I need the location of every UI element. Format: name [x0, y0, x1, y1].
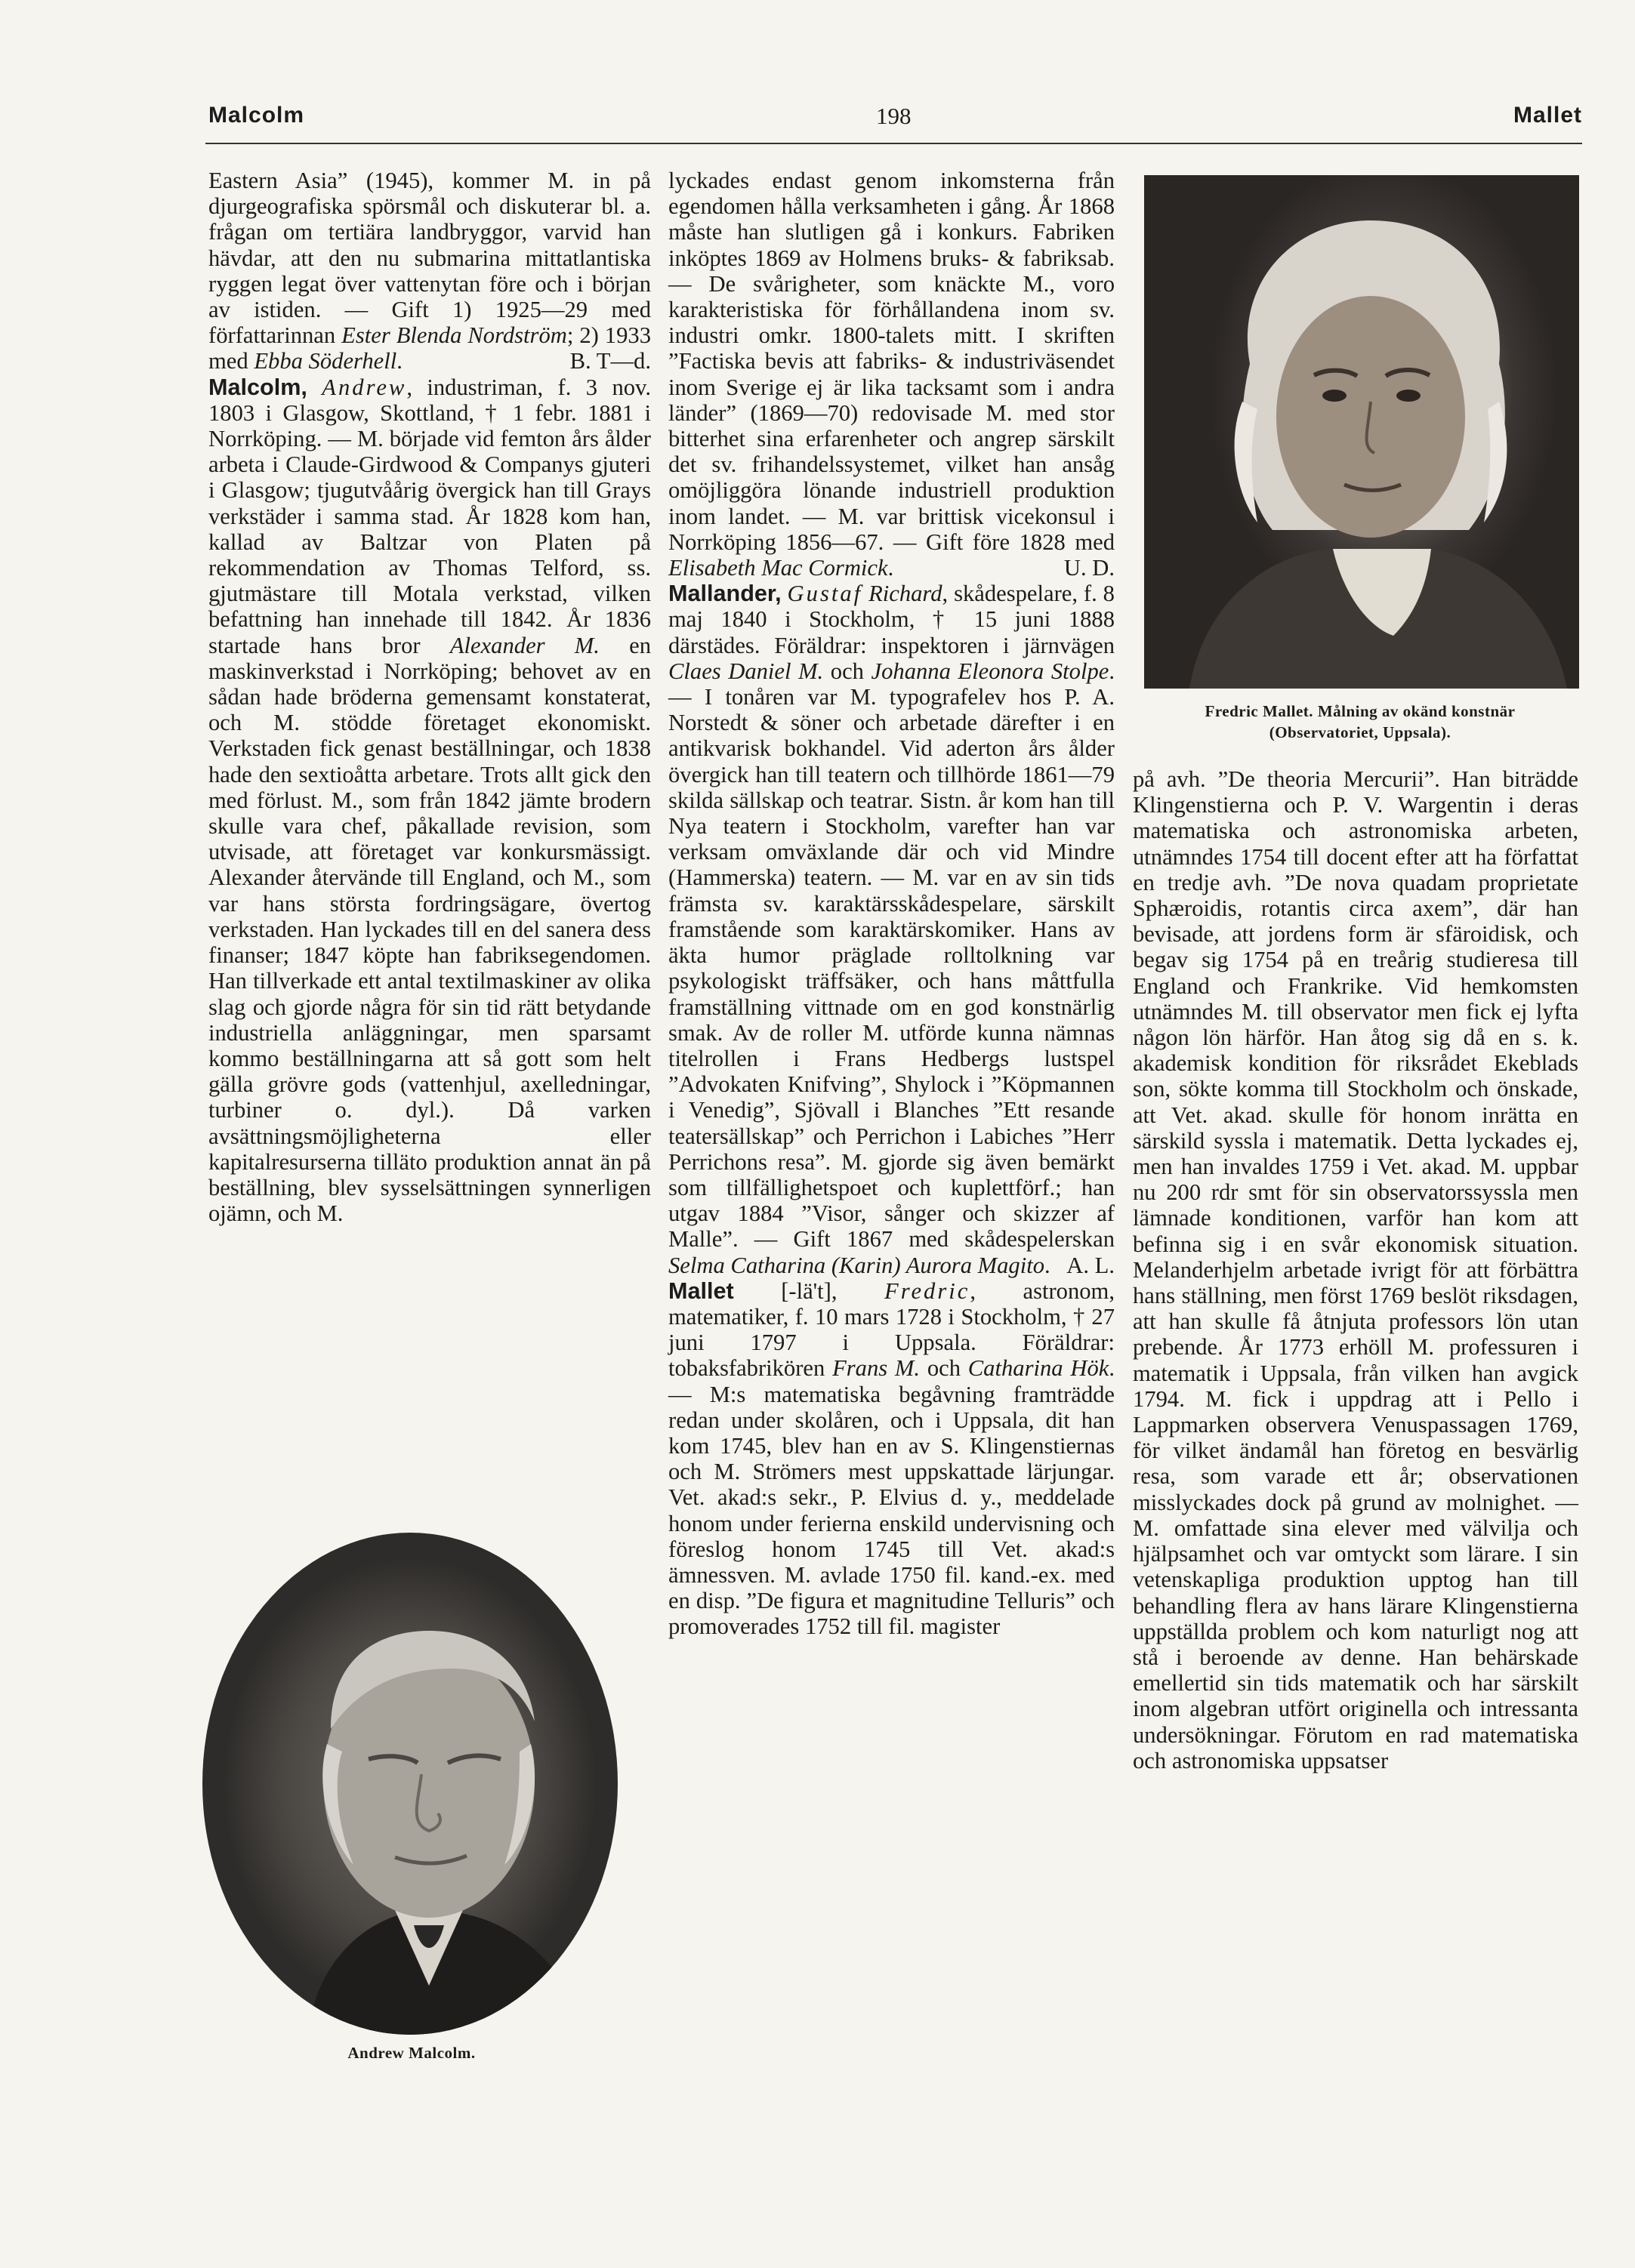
entry-continuation — [668, 168, 1115, 581]
entry-text: , skådespelare, f. 8 maj 1840 i Stockholm, † 15 juni 1888 därstädes. Föräldrar: inspektoren i järnvägen — [668, 581, 1115, 658]
given-name: Gustaf — [787, 581, 863, 607]
entry-text: . — [1044, 1252, 1050, 1278]
spouse-name: Selma Catharina (Karin) Aurora Magito — [668, 1252, 1045, 1278]
entry-text: . — I tonåren var M. typografelev hos P. A. Norstedt & söner och arbetade därefter i en antikvarisk bokhandel. Vid aderton års ålder övergick han till teatern och tillhörde 1861—79 skilda sällskap och teatrar. Sistn. år kom han till Nya teatern i Stockholm, varefter han var verksam omväxlande där och vid Mindre (Hammerska) teatern. — M. var en av sin tids främsta sv. karaktärsskådespelare, särskilt framstående som karaktärskomiker. Hans av äkta humor präglade rolltolkning var psykologiskt träffsäker, och hans måttfulla framställning vittnade om en god konstnärlig smak. Av de roller M. utförde kunna nämnas titelrollen i Frans Hedbergs lustspel ”Advokaten Knifving”, Shylock i ”Köpmannen i Venedig”, Sjövall i Blanches ”Ett resande teatersällskap” och Perrichon i Labiches ”Herr Perrichons resa”. M. gjorde sig även bemärkt som tillfällighetspoet och kuplettförf.; han utgav 1884 ”Visor, sånger och skizzer af Malle”. — Gift 1867 med skådespelerskan — [668, 658, 1115, 1253]
mallet-caption — [1133, 701, 1587, 743]
caption-text: Målning av okänd konstnär — [1313, 702, 1516, 720]
pronunciation: [-lä't], — [733, 1277, 885, 1304]
entry-text: . — [396, 348, 403, 374]
given-name: Richard — [868, 581, 942, 607]
portrait-illustration — [202, 1533, 618, 2035]
entry-text: Eastern Asia” (1945), kommer M. in på djurgeografiska spörsmål och diskuterar bl. a. frågan om tertiära landbryggor, varvid han hävdar, att den nu submarina mittatlantiska ryggen legat över vattenytan före och i början av istiden. — Gift 1) 1925—29 med författarinnan — [208, 168, 651, 349]
portrait-illustration — [1144, 175, 1579, 689]
entry-text: och — [920, 1355, 968, 1382]
entry-andrew-malcolm — [208, 374, 651, 1227]
caption-line-2: (Observatoriet, Uppsala). — [1269, 723, 1451, 741]
entry-headword: Malcolm, — [208, 374, 307, 400]
author-signature: B. T—d. — [569, 348, 651, 374]
entry-text: och — [823, 658, 871, 684]
entry-text: . — M:s matematiska begåvning framträdde redan under skolåren, och i Uppsala, dit han kom 1745, blev han en av S. Klingenstiernas och M. Strömers mest uppskattade lärjungar. Vet. akad:s sekr., P. Elvius d. y., meddelade honom under ferierna enskild undervisning och föreslog honom 1745 till Vet. akad:s ämnessven. M. avlade 1750 fil. kand.-ex. med en disp. ”De figura et magnitudine Telluris” och promoverades 1752 till fil. magister — [668, 1355, 1115, 1640]
entry-continuation — [208, 168, 651, 374]
entry-gustaf-richard-mallander — [668, 581, 1115, 1277]
caption-name: Fredric Mallet. — [1205, 702, 1314, 720]
given-name: Fredric — [884, 1277, 970, 1304]
relative-name: Claes Daniel M. — [668, 658, 824, 684]
caption-line-1 — [1133, 701, 1587, 722]
page-number: 198 — [876, 103, 912, 129]
entry-text: . — [887, 555, 894, 581]
column-2 — [668, 168, 1115, 1640]
entry-text: ; 2) 1933 med — [208, 322, 651, 374]
spouse-name: Ester Blenda Nordström — [341, 322, 567, 349]
spouse-name: Elisabeth Mac Cormick — [668, 555, 888, 581]
relative-name: Alexander M. — [449, 632, 600, 658]
relative-name: Catharina Hök — [967, 1355, 1109, 1382]
entry-headword: Mallander, — [668, 581, 782, 607]
entry-text: , astronom, matematiker, f. 10 mars 1728 i Stockholm, † 27 juni 1797 i Uppsala. Föräldrar: tobaksfabrikören — [668, 1277, 1115, 1382]
running-head-right: Mallet — [1513, 103, 1582, 128]
relative-name: Johanna Eleonora Stolpe — [871, 658, 1109, 684]
fredric-mallet-portrait — [1144, 175, 1579, 689]
entry-text: en maskinverkstad i Norrköping; behovet av en sådan hade bröderna gemensamt konstaterat, och M. stödde företaget ekonomiskt. Verkstaden fick genast beställningar, och 1838 hade den sextioåtta arbetare. Trots allt gick den med förlust. M., som från 1842 jämte brodern skulle vara chef, påkallade revision, som utvisade, att företaget var konkursmässigt. Alexander återvände till England, och M., som var hans största fordringsägare, övertog verkstaden. Han lyckades till en del sanera dess finanser; 1847 köpte han fabriksegendomen. Han tillverkade ett antal textilmaskiner av olika slag och gjorde några för sin tid rätt betydande industriella anläggningar, men sparsamt kommo beställningarna att så gott som helt gälla grövre gods (vattenhjul, axelledningar, turbiner o. dyl.). Då varken avsättningsmöjligheterna eller kapitalresurserna tilläto produktion annat än på beställning, blev sysselsättningen synnerligen ojämn, och M. — [208, 632, 651, 1227]
malcolm-caption: Andrew Malcolm. — [347, 2044, 476, 2062]
andrew-malcolm-portrait — [202, 1533, 618, 2035]
spouse-name: Ebba Söderhell — [254, 348, 397, 374]
entry-fredric-mallet — [668, 1278, 1115, 1640]
entry-headword: Mallet — [668, 1277, 734, 1304]
column-3 — [1133, 766, 1578, 1773]
running-head-left: Malcolm — [208, 103, 305, 128]
author-signature: A. L. — [1066, 1252, 1115, 1278]
header-rule — [205, 143, 1582, 144]
entry-text: lyckades endast genom inkomsterna från egendomen hålla verksamheten i gång. År 1868 måste han slutligen gå i konkurs. Fabriken inköptes 1869 av Holmens bruks- & fabriksab. — De svårigheter, som knäckte M., voro karakteristiska för förhållandena inom sv. industri omkr. 1800-talets mitt. I skriften ”Factiska bevis att fabriks- & industriväsendet inom Sverige ej är lika tacksamt som i andra länder” (1869—70) redovisade M. med stor bitterhet sina erfarenheter och angrep särskilt det sv. frihandelssystemet, vilket han ansåg omöjliggöra lönande industriell produktion inom landet. — M. var brittisk vicekonsul i Norrköping 1856—67. — Gift före 1828 med — [668, 168, 1115, 555]
author-signature: U. D. — [1063, 555, 1115, 581]
relative-name: Frans M. — [832, 1355, 921, 1382]
entry-text: , industriman, f. 3 nov. 1803 i Glasgow, Skottland, † 1 febr. 1881 i Norrköping. — M. började vid femton års ålder arbeta i Claude-Girdwood & Companys gjuteri i Glasgow; tjugutvåårig övergick han till Grays verkstäder i samma stad. År 1828 kom han, kallad av Baltzar von Platen på rekommendation av Thomas Telford, ss. gjutmästare till Motala verkstad, vilken befattning han innehade till 1842. År 1836 startade hans bror — [208, 374, 652, 658]
entry-mallet-continuation: på avh. ”De theoria Mercurii”. Han biträdde Klingenstierna och P. V. Wargentin i deras matematiska och astronomiska arbeten, utnämndes 1754 till docent efter att ha författat en tredje avh. ”De nova quadam proprietate Sphæroidis, rotantis circa axem”, där han bevisade, att jordens form är sfäroidisk, och begav sig 1754 på en treårig studieresa till England och Frankrike. Vid hemkomsten utnämndes M. till observator men fick ej lyfta någon lön härför. Han åtog sig då en s. k. akademisk kondition för riksrådet Ekeblads son, sökte komma till Stockholm och önskade, att Vet. akad. skulle för honom inrätta en särskild syssla i matematik. Detta lyckades ej, men han invaldes 1759 i Vet. akad. M. uppbar nu 200 rdr smt för sin observatorssyssla men lämnade konditionen, varför han kom att befinna sig i en svår ekonomisk situation. Melanderhjelm arbetade ivrigt för att förbättra hans ställning, men först 1769 beslöt riksdagen, att han skulle få åtnjuta professors lön utan prebende. År 1773 erhöll M. professuren i matematik i Uppsala, från vilken han avgick 1794. M. fick i uppdrag att i Pello i Lappmarken observera Venuspassagen 1769, för vilket ändamål han företog en besvärlig resa, som varade ett år; observationen misslyckades dock på grund av molnighet. — M. omfattade sina elever med välvilja och hjälpsamhet och var omtyckt som lärare. I sin vetenskapliga produktion upptog han till behandling flera av hans lärare Klingenstierna uppställda problem och kom naturligt nog att stå i beroende av denne. Han behärskade emellertid sin tids matematik och har särskilt inom algebran utfört originella och intressanta undersökningar. Förutom en rad matematiska och astronomiska uppsatser — [1133, 766, 1578, 1773]
given-name: Andrew — [322, 374, 407, 400]
column-1 — [208, 168, 651, 1226]
